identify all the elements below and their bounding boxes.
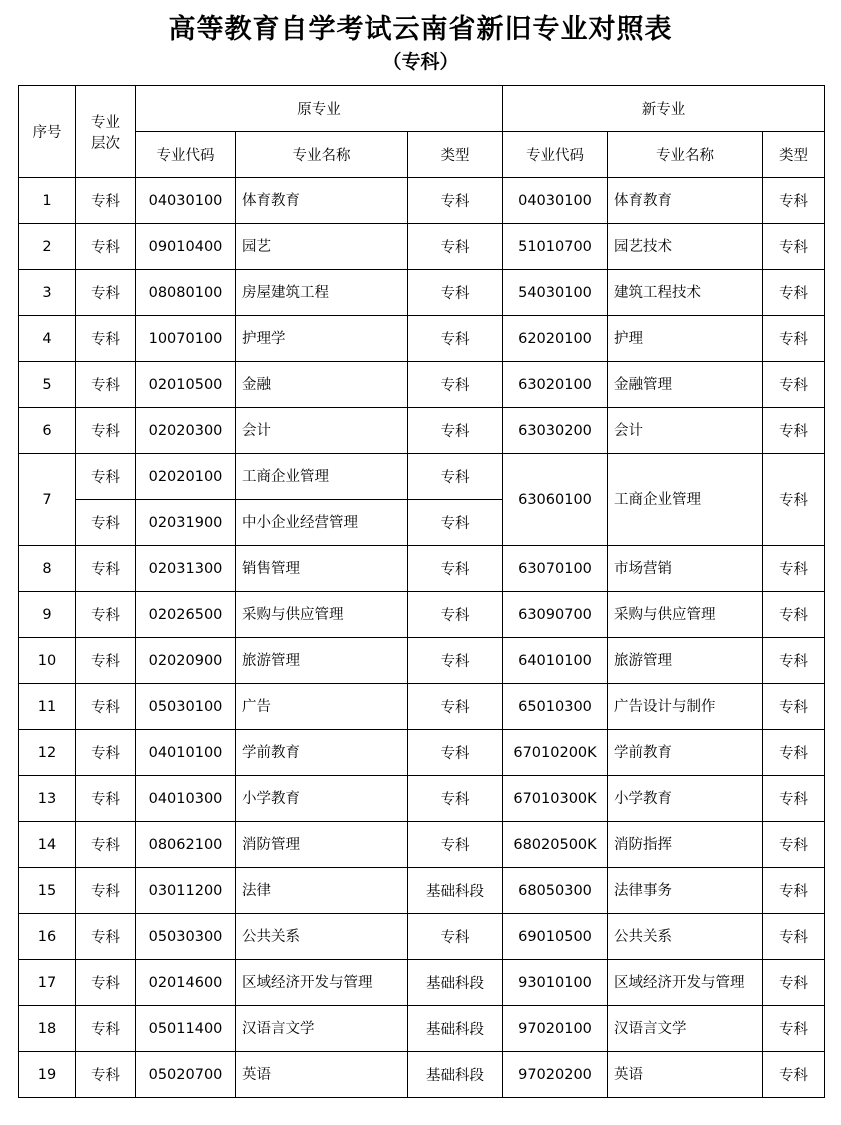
cell-old_type: 专科 [408,730,503,776]
table-row [19,454,825,500]
cell-new_code: 69010500 [503,914,608,960]
cell-new_name: 旅游管理 [608,638,763,684]
header-level-line2: 层次 [91,135,120,152]
cell-new_code: 62020100 [503,316,608,362]
cell-index: 18 [19,1006,76,1052]
cell-new_type: 专科 [763,776,825,822]
cell-new_type: 专科 [763,592,825,638]
cell-index: 3 [19,270,76,316]
cell-old_name: 体育教育 [236,178,408,224]
table-row [19,1052,825,1098]
cell-level: 专科 [76,224,136,270]
table-row [19,224,825,270]
cell-old_code: 05030300 [136,914,236,960]
cell-index: 15 [19,868,76,914]
cell-level: 专科 [76,408,136,454]
cell-new_code: 67010200K [503,730,608,776]
table-header-row-2 [19,132,825,178]
table-row [19,868,825,914]
cell-level: 专科 [76,362,136,408]
cell-new_type: 专科 [763,684,825,730]
cell-old_type: 专科 [408,270,503,316]
cell-old_code: 04030100 [136,178,236,224]
cell-new_name: 金融管理 [608,362,763,408]
cell-new_name: 采购与供应管理 [608,592,763,638]
cell-new_code: 65010300 [503,684,608,730]
cell-old_type: 专科 [408,408,503,454]
cell-old_type: 专科 [408,546,503,592]
cell-level: 专科 [76,546,136,592]
cell-index: 6 [19,408,76,454]
table-row [19,270,825,316]
cell-new_type: 专科 [763,868,825,914]
cell-old_type: 专科 [408,224,503,270]
table-row [19,362,825,408]
table-body [19,178,825,1098]
cell-old_name: 中小企业经营管理 [236,500,408,546]
cell-new_name: 汉语言文学 [608,1006,763,1052]
cell-new_type: 专科 [763,178,825,224]
cell-old_code: 05011400 [136,1006,236,1052]
major-comparison-table [18,85,825,1098]
cell-old_type: 专科 [408,500,503,546]
cell-index: 5 [19,362,76,408]
cell-new_type: 专科 [763,546,825,592]
cell-old_name: 房屋建筑工程 [236,270,408,316]
cell-new_name: 消防指挥 [608,822,763,868]
cell-old_code: 03011200 [136,868,236,914]
cell-level: 专科 [76,270,136,316]
cell-new_type: 专科 [763,316,825,362]
cell-old_name: 法律 [236,868,408,914]
cell-level: 专科 [76,868,136,914]
cell-old_code: 02020300 [136,408,236,454]
cell-new_name: 护理 [608,316,763,362]
cell-index: 14 [19,822,76,868]
table-row [19,546,825,592]
cell-level: 专科 [76,776,136,822]
cell-old_type: 专科 [408,316,503,362]
cell-new_code: 64010100 [503,638,608,684]
cell-old_code: 02031900 [136,500,236,546]
table-row [19,592,825,638]
cell-old_name: 采购与供应管理 [236,592,408,638]
cell-old_type: 基础科段 [408,1052,503,1098]
cell-level: 专科 [76,178,136,224]
cell-old_type: 基础科段 [408,1006,503,1052]
cell-new_type: 专科 [763,1052,825,1098]
cell-new_name: 区域经济开发与管理 [608,960,763,1006]
cell-index: 9 [19,592,76,638]
cell-new_name: 会计 [608,408,763,454]
cell-new_code: 97020200 [503,1052,608,1098]
cell-old_code: 05020700 [136,1052,236,1098]
cell-old_code: 02020900 [136,638,236,684]
table-row [19,1006,825,1052]
cell-new_name: 市场营销 [608,546,763,592]
cell-level: 专科 [76,638,136,684]
cell-old_type: 专科 [408,592,503,638]
cell-index: 4 [19,316,76,362]
cell-new_name: 公共关系 [608,914,763,960]
cell-old_name: 消防管理 [236,822,408,868]
cell-old_type: 基础科段 [408,868,503,914]
cell-level: 专科 [76,1006,136,1052]
cell-old_code: 08062100 [136,822,236,868]
cell-new_type: 专科 [763,914,825,960]
cell-old_code: 10070100 [136,316,236,362]
cell-index: 2 [19,224,76,270]
cell-new_name: 体育教育 [608,178,763,224]
header-new-type: 类型 [763,132,825,178]
cell-old_code: 08080100 [136,270,236,316]
cell-new_type: 专科 [763,270,825,316]
cell-old_name: 学前教育 [236,730,408,776]
cell-old_type: 专科 [408,914,503,960]
cell-old_name: 销售管理 [236,546,408,592]
cell-old_code: 02026500 [136,592,236,638]
cell-new_name: 建筑工程技术 [608,270,763,316]
header-level [76,86,136,178]
cell-old_name: 园艺 [236,224,408,270]
cell-old_code: 09010400 [136,224,236,270]
cell-level: 专科 [76,960,136,1006]
cell-index: 19 [19,1052,76,1098]
cell-level: 专科 [76,454,136,500]
cell-new_code: 63060100 [503,454,608,546]
table-row [19,730,825,776]
cell-new_name: 英语 [608,1052,763,1098]
cell-old_type: 专科 [408,638,503,684]
cell-new_type: 专科 [763,408,825,454]
cell-old_type: 专科 [408,454,503,500]
cell-old_name: 护理学 [236,316,408,362]
header-old-major-group: 原专业 [136,86,503,132]
cell-old_code: 02020100 [136,454,236,500]
cell-old_name: 公共关系 [236,914,408,960]
cell-old_name: 会计 [236,408,408,454]
cell-new_code: 68020500K [503,822,608,868]
page-subtitle: （专科） [382,51,459,74]
cell-old_code: 02031300 [136,546,236,592]
cell-index: 13 [19,776,76,822]
table-row [19,684,825,730]
cell-index: 8 [19,546,76,592]
cell-new_type: 专科 [763,730,825,776]
table-row [19,960,825,1006]
header-level-line1: 专业 [91,114,120,131]
page-title: 高等教育自学考试云南省新旧专业对照表 [168,14,673,45]
header-new-name: 专业名称 [608,132,763,178]
cell-old_code: 04010300 [136,776,236,822]
cell-old_code: 04010100 [136,730,236,776]
table-row [19,178,825,224]
cell-index: 12 [19,730,76,776]
header-old-code: 专业代码 [136,132,236,178]
table-row [19,914,825,960]
cell-old_type: 基础科段 [408,960,503,1006]
cell-old_name: 旅游管理 [236,638,408,684]
table-row [19,822,825,868]
table-row [19,776,825,822]
cell-old_type: 专科 [408,822,503,868]
cell-new_code: 97020100 [503,1006,608,1052]
cell-new_type: 专科 [763,454,825,546]
cell-old_name: 小学教育 [236,776,408,822]
header-new-code: 专业代码 [503,132,608,178]
cell-level: 专科 [76,1052,136,1098]
cell-old_type: 专科 [408,684,503,730]
cell-new_code: 93010100 [503,960,608,1006]
cell-level: 专科 [76,592,136,638]
cell-level: 专科 [76,684,136,730]
cell-index: 1 [19,178,76,224]
cell-new_name: 工商企业管理 [608,454,763,546]
cell-index: 11 [19,684,76,730]
cell-new_name: 广告设计与制作 [608,684,763,730]
cell-new_type: 专科 [763,362,825,408]
table-row [19,408,825,454]
cell-new_code: 63070100 [503,546,608,592]
cell-new_code: 63030200 [503,408,608,454]
cell-new_code: 04030100 [503,178,608,224]
cell-new_type: 专科 [763,1006,825,1052]
table-row [19,316,825,362]
cell-old_code: 05030100 [136,684,236,730]
cell-old_name: 汉语言文学 [236,1006,408,1052]
table-header [19,86,825,178]
header-old-type: 类型 [408,132,503,178]
cell-new_type: 专科 [763,960,825,1006]
cell-level: 专科 [76,316,136,362]
cell-new_type: 专科 [763,224,825,270]
cell-new_code: 63020100 [503,362,608,408]
cell-old_code: 02010500 [136,362,236,408]
cell-new_name: 园艺技术 [608,224,763,270]
cell-old_code: 02014600 [136,960,236,1006]
cell-level: 专科 [76,822,136,868]
cell-old_type: 专科 [408,362,503,408]
cell-new_code: 54030100 [503,270,608,316]
cell-new_code: 68050300 [503,868,608,914]
cell-level: 专科 [76,914,136,960]
cell-index: 17 [19,960,76,1006]
cell-new_code: 67010300K [503,776,608,822]
cell-level: 专科 [76,730,136,776]
cell-new_name: 法律事务 [608,868,763,914]
cell-new_name: 小学教育 [608,776,763,822]
cell-old_name: 工商企业管理 [236,454,408,500]
table-row [19,638,825,684]
cell-old_name: 广告 [236,684,408,730]
cell-old_name: 英语 [236,1052,408,1098]
header-old-name: 专业名称 [236,132,408,178]
cell-level: 专科 [76,500,136,546]
cell-index: 16 [19,914,76,960]
cell-old_name: 金融 [236,362,408,408]
cell-old_type: 专科 [408,776,503,822]
header-index: 序号 [19,86,76,178]
cell-new_code: 51010700 [503,224,608,270]
cell-old_type: 专科 [408,178,503,224]
table-header-row-1 [19,86,825,132]
cell-index: 7 [19,454,76,546]
cell-old_name: 区域经济开发与管理 [236,960,408,1006]
cell-new_type: 专科 [763,822,825,868]
header-new-major-group: 新专业 [503,86,825,132]
cell-index: 10 [19,638,76,684]
cell-new_code: 63090700 [503,592,608,638]
cell-new_type: 专科 [763,638,825,684]
cell-new_name: 学前教育 [608,730,763,776]
